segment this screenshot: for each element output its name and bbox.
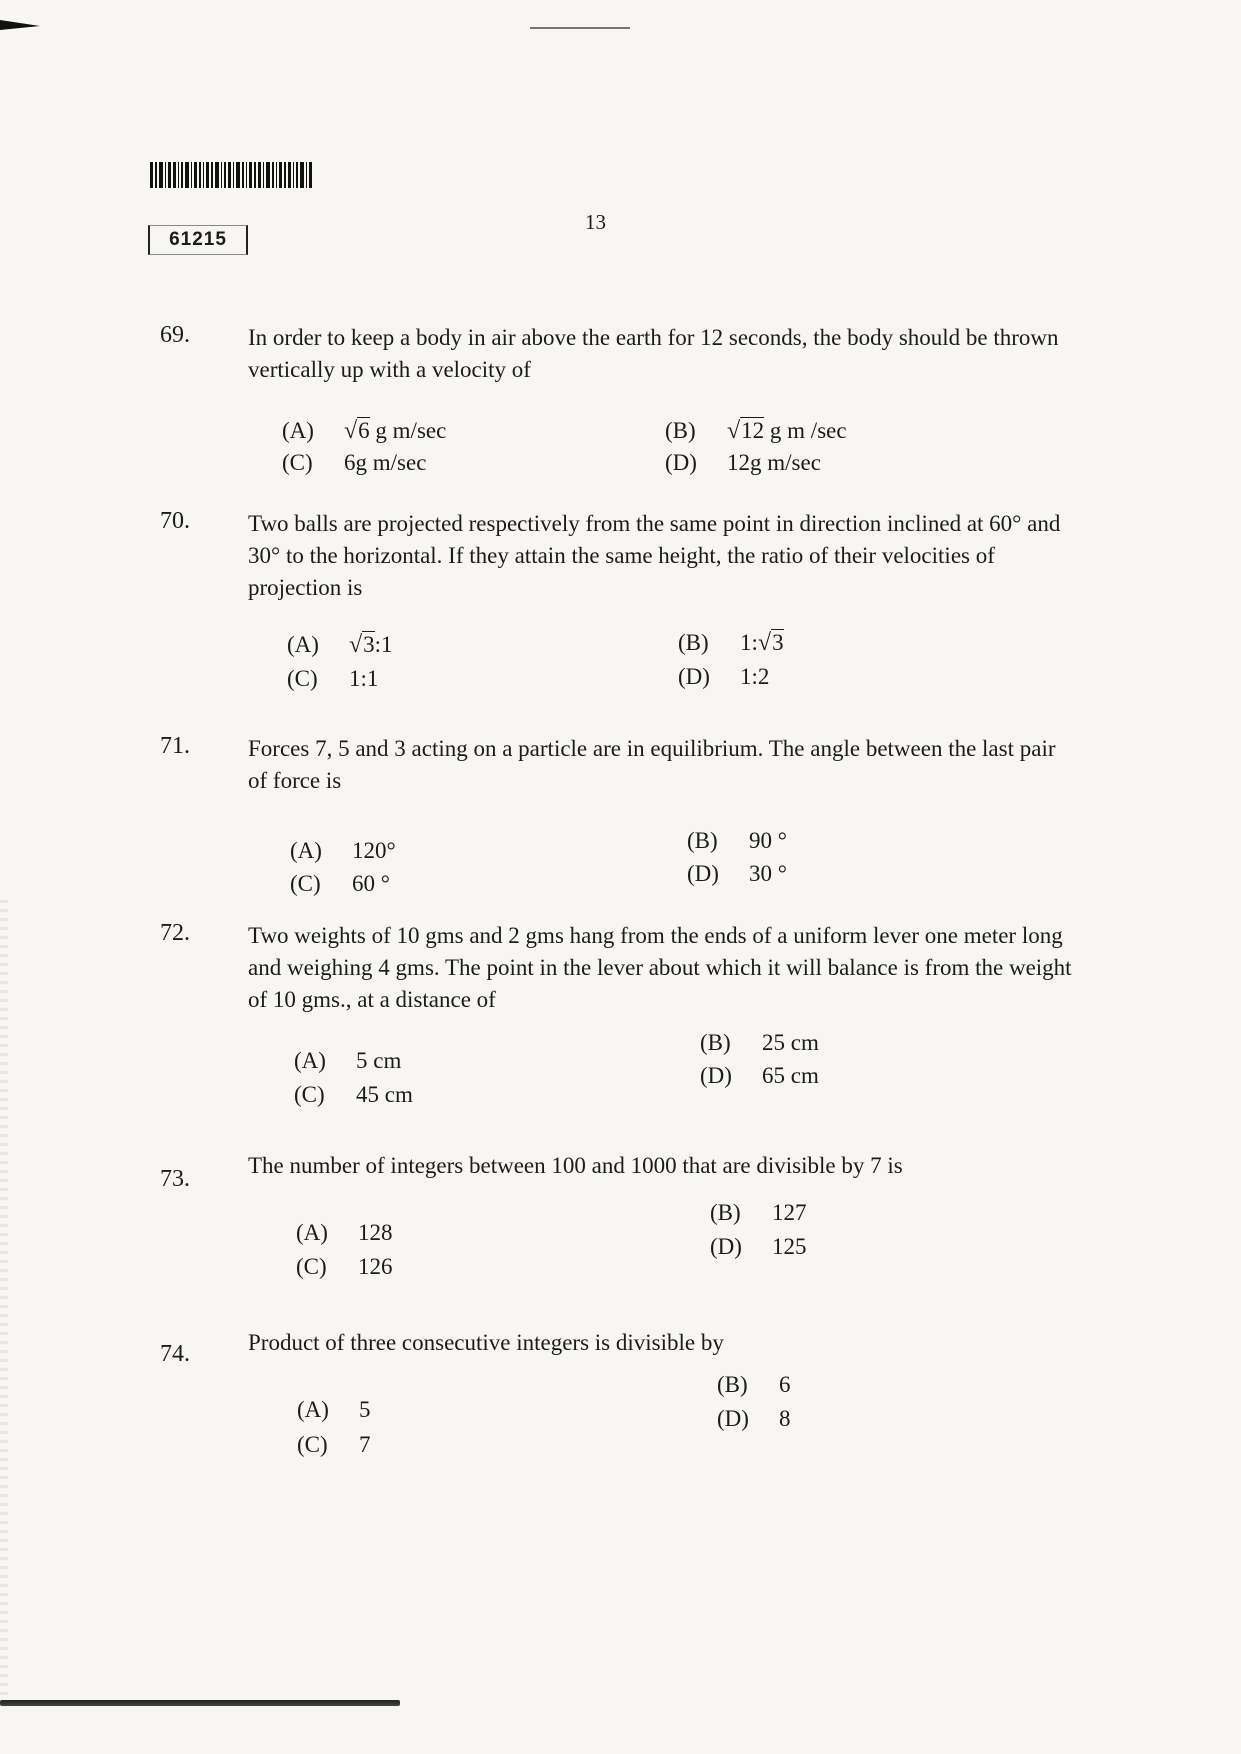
scan-edge-mark — [0, 20, 40, 30]
option-a — [297, 1397, 371, 1423]
option-value: 12g m/sec — [727, 450, 821, 475]
bottom-rule — [0, 1700, 400, 1706]
option-d — [700, 1063, 819, 1089]
option-label: (A) — [296, 1220, 328, 1245]
question-text: Two balls are projected respectively from the same point in direction inclined at 60° and 30° to the horizontal. If they attain the same height, the ratio of their velocities of projection is — [248, 511, 1061, 600]
sqrt-symbol: √3 — [349, 632, 375, 658]
option-value: 30 ° — [749, 861, 787, 886]
sqrt-symbol: √12 — [727, 418, 765, 444]
option-label: (C) — [294, 1082, 325, 1107]
option-ratio: 1: — [740, 630, 758, 655]
sqrt-symbol: √3 — [757, 630, 784, 656]
option-label: (B) — [710, 1200, 741, 1225]
option-value: 60 ° — [352, 871, 390, 896]
option-value: 8 — [779, 1406, 791, 1431]
option-d — [717, 1406, 791, 1432]
option-b — [710, 1200, 807, 1226]
option-c — [287, 666, 378, 692]
option-label: (D) — [710, 1234, 742, 1259]
option-b — [717, 1372, 791, 1398]
option-unit: g m /sec — [764, 418, 847, 443]
option-label: (A) — [290, 838, 322, 863]
option-label: (D) — [665, 450, 697, 475]
option-ratio: :1 — [374, 632, 393, 657]
option-value: 1:2 — [740, 664, 770, 689]
option-value: 6g m/sec — [344, 450, 427, 475]
question-number: 70. — [160, 508, 190, 534]
question-number: 74. — [160, 1341, 190, 1367]
option-c — [290, 871, 390, 897]
option-c — [282, 450, 426, 476]
option-label: (C) — [296, 1254, 327, 1279]
option-value: 1:1 — [349, 666, 379, 691]
option-label: (D) — [678, 664, 710, 689]
option-value: 127 — [772, 1200, 807, 1225]
option-label: (A) — [294, 1048, 326, 1073]
option-c — [294, 1082, 413, 1108]
option-b — [678, 630, 784, 657]
question-text: Two weights of 10 gms and 2 gms hang from the ends of a uniform lever one meter long and weighing 4 gms. The point in the lever about which it will balance is from the weight of 10 gms., at a distance of — [248, 923, 1072, 1012]
option-label: (B) — [678, 630, 709, 655]
option-d — [665, 450, 821, 476]
option-label: (B) — [687, 828, 718, 853]
option-label: (A) — [287, 632, 319, 657]
barcode — [150, 162, 312, 188]
option-label: (D) — [700, 1063, 732, 1088]
question-number: 71. — [160, 733, 190, 759]
option-value: 45 cm — [356, 1082, 413, 1107]
option-unit: g m/sec — [369, 418, 447, 443]
scan-edge-noise — [0, 900, 8, 1700]
question-number: 72. — [160, 920, 190, 946]
option-label: (C) — [287, 666, 318, 691]
top-rule — [530, 27, 630, 29]
question-text: Product of three consecutive integers is divisible by — [248, 1330, 724, 1355]
question-number: 69. — [160, 322, 190, 348]
option-value: 5 — [359, 1397, 371, 1422]
option-a — [290, 838, 396, 864]
option-label: (C) — [290, 871, 321, 896]
option-value: 5 cm — [356, 1048, 402, 1073]
option-label: (B) — [717, 1372, 748, 1397]
option-value: 65 cm — [762, 1063, 819, 1088]
question-text: Forces 7, 5 and 3 acting on a particle are in equilibrium. The angle between the last pair of force is — [248, 736, 1056, 793]
option-b — [687, 828, 787, 854]
option-label: (B) — [700, 1030, 731, 1055]
option-b — [700, 1030, 819, 1056]
question-text: The number of integers between 100 and 1000 that are divisible by 7 is — [248, 1153, 903, 1178]
question-text: In order to keep a body in air above the earth for 12 seconds, the body should be thrown vertically up with a velocity of — [248, 325, 1059, 382]
question-number: 73. — [160, 1166, 190, 1192]
option-d — [710, 1234, 807, 1260]
option-value: 120° — [352, 838, 396, 863]
option-d — [678, 664, 769, 690]
option-label: (A) — [282, 418, 314, 443]
option-label: (B) — [665, 418, 696, 443]
paper-code: 61215 — [169, 229, 227, 250]
sqrt-symbol: √6 — [344, 418, 370, 444]
option-label: (A) — [297, 1397, 329, 1422]
option-d — [687, 861, 787, 887]
option-label: (C) — [297, 1432, 328, 1457]
option-a — [287, 632, 393, 659]
option-value: 126 — [358, 1254, 393, 1279]
option-value: 128 — [358, 1220, 393, 1245]
option-value: 90 ° — [749, 828, 787, 853]
option-label: (C) — [282, 450, 313, 475]
option-value: 125 — [772, 1234, 807, 1259]
option-c — [297, 1432, 371, 1458]
option-value: 7 — [359, 1432, 371, 1457]
option-b — [665, 418, 847, 445]
option-value: 6 — [779, 1372, 791, 1397]
option-a — [294, 1048, 401, 1074]
option-value: 25 cm — [762, 1030, 819, 1055]
option-label: (D) — [717, 1406, 749, 1431]
option-c — [296, 1254, 393, 1280]
option-a — [296, 1220, 393, 1246]
option-label: (D) — [687, 861, 719, 886]
option-a — [282, 418, 446, 445]
page-number: 13 — [585, 210, 606, 234]
paper-code-box — [148, 225, 248, 255]
